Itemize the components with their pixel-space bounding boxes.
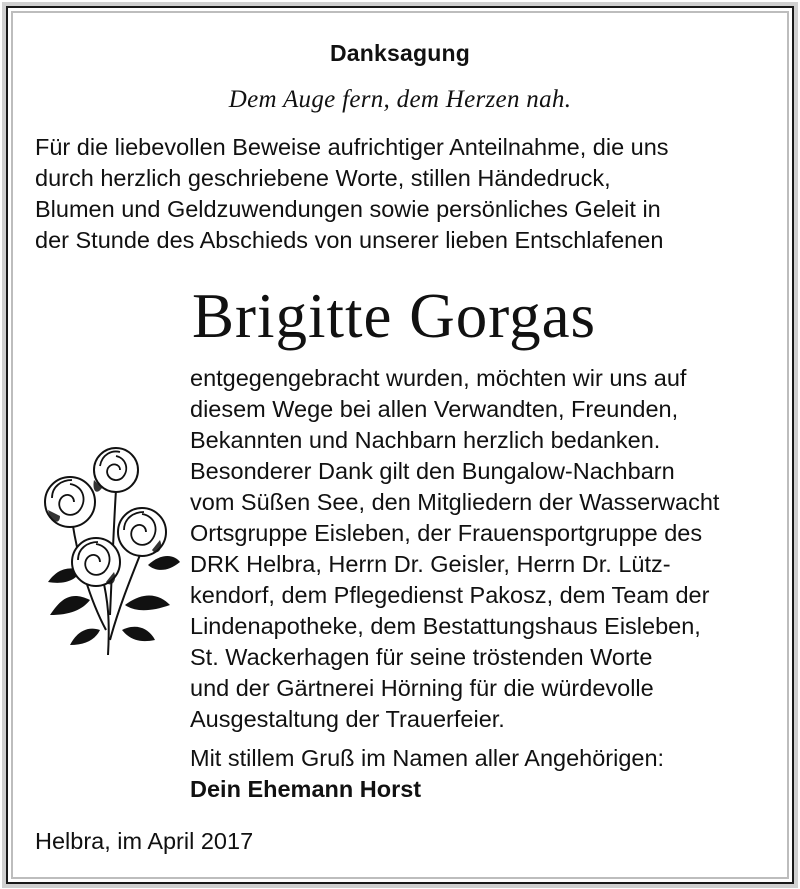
body-line: DRK Helbra, Herrn Dr. Geisler, Herrn Dr. Lütz- [190, 551, 671, 577]
body-line: und der Gärtnerei Hörning für die würdevolle [190, 675, 654, 701]
intro-line: Für die liebevollen Beweise aufrichtiger Anteilnahme, die uns [35, 134, 669, 160]
body-line: Besonderer Dank gilt den Bungalow-Nachbarn [190, 458, 675, 484]
notice-heading: Danksagung [329, 40, 471, 66]
roses-bouquet-icon [30, 440, 180, 660]
body-line: Ortsgruppe Eisleben, der Frauensportgruppe des [190, 520, 703, 546]
body-line: entgegengebracht wurden, möchten wir uns auf [190, 365, 687, 391]
signature: Dein Ehemann Horst [190, 776, 422, 802]
body-line: St. Wackerhagen für seine tröstenden Worte [190, 644, 653, 670]
intro-line: der Stunde des Abschieds von unserer lieben Entschlafenen [35, 227, 664, 253]
body-line: Bekannten und Nachbarn herzlich bedanken. [190, 427, 661, 453]
body-line: vom Süßen See, den Mitgliedern der Wasserwacht [190, 489, 720, 515]
intro-paragraph [35, 132, 775, 256]
body-line: diesem Wege bei allen Verwandten, Freunden, [190, 396, 679, 422]
body-line: Ausgestaltung der Trauerfeier. [190, 706, 505, 732]
intro-line: Blumen und Geldzuwendungen sowie persönliches Geleit in [35, 196, 661, 222]
body-line: kendorf, dem Pflegedienst Pakosz, dem Team der [190, 582, 710, 608]
deceased-name: Brigitte Gorgas [192, 281, 597, 351]
closing-line: Mit stillem Gruß im Namen aller Angehörigen: [190, 745, 665, 771]
intro-line: durch herzlich geschriebene Worte, stillen Händedruck, [35, 165, 611, 191]
place-date: Helbra, im April 2017 [35, 828, 254, 854]
body-line: Lindenapotheke, dem Bestattungshaus Eisleben, [190, 613, 701, 639]
closing-block [190, 743, 780, 805]
body-paragraph [190, 363, 780, 735]
notice-motto: Dem Auge fern, dem Herzen nah. [228, 86, 572, 113]
